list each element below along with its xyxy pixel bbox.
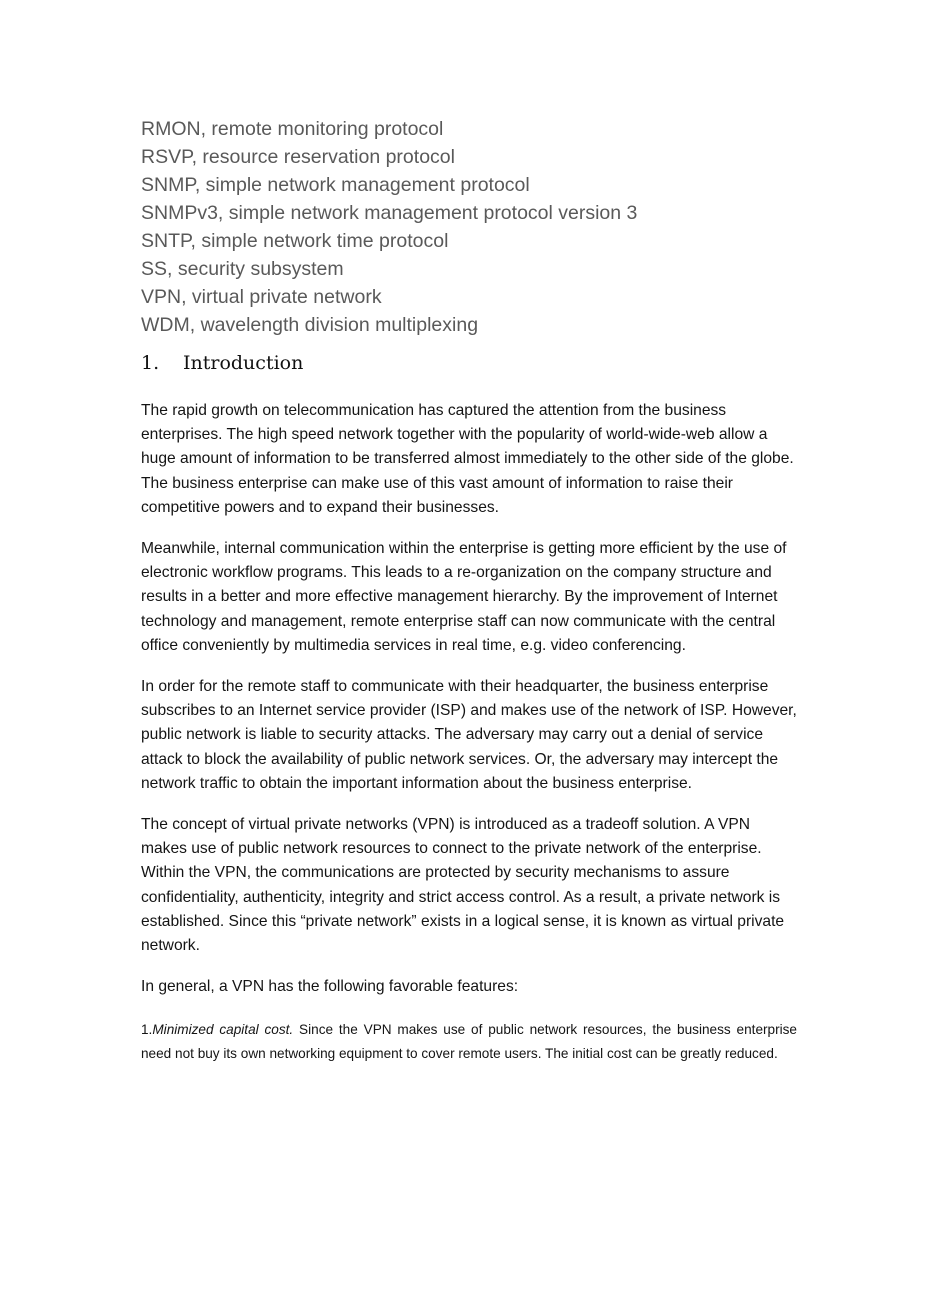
abbreviation-snmp: SNMP, simple network management protocol: [141, 174, 530, 196]
abbreviation-vpn: VPN, virtual private network: [141, 286, 382, 308]
intro-paragraph-5: In general, a VPN has the following favorable features:: [141, 978, 519, 996]
intro-paragraph-1: The rapid growth on telecommunication has captured the attention from the business enterprises. The high speed network together with the popularity of world-wide-web allow a huge amount of information to be transferred almost immediately to the other side of the globe. The business enterprise can make use of this vast amount of information to raise their competitive powers and to expand their businesses.: [141, 402, 794, 516]
section-title: Introduction: [183, 352, 304, 374]
abbreviation-list: [141, 115, 797, 339]
feature-item-1: [141, 1018, 797, 1066]
feature-text: Since the VPN makes use of public network resources, the business enterprise need not buy its own networking equipment to cover remote users. The initial cost can be greatly reduced.: [141, 1022, 797, 1062]
abbreviation-snmpv3: SNMPv3, simple network management protocol version 3: [141, 202, 638, 224]
abbreviation-rmon: RMON, remote monitoring protocol: [141, 118, 444, 140]
section-heading-introduction: [141, 349, 797, 377]
feature-term: Minimized capital cost.: [152, 1022, 294, 1038]
document-page: [141, 115, 797, 1066]
intro-paragraph-4: The concept of virtual private networks (VPN) is introduced as a tradeoff solution. A VPN makes use of public network resources to connect to the private network of the enterprise. Within the VPN, the communications are protected by security mechanisms to assure confidentiality, authenticity, integrity and strict access control. As a result, a private network is established. Since this “private network” exists in a logical sense, it is known as virtual private network.: [141, 816, 785, 955]
feature-number: 1.: [141, 1022, 153, 1038]
intro-paragraph-2: Meanwhile, internal communication within the enterprise is getting more efficient by the use of electronic workflow programs. This leads to a re-organization on the company structure and results in a better and more effective management hierarchy. By the improvement of Internet technology and management, remote enterprise staff can now communicate with the central office conveniently by multimedia services in real time, e.g. video conferencing.: [141, 540, 787, 654]
intro-paragraph-3: In order for the remote staff to communicate with their headquarter, the business enterprise subscribes to an Internet service provider (ISP) and makes use of the network of ISP. However, public network is liable to security attacks. The adversary may carry out a denial of service attack to block the availability of public network services. Or, the adversary may intercept the network traffic to obtain the important information about the business enterprise.: [141, 678, 797, 792]
abbreviation-sntp: SNTP, simple network time protocol: [141, 230, 449, 252]
abbreviation-wdm: WDM, wavelength division multiplexing: [141, 314, 479, 336]
abbreviation-rsvp: RSVP, resource reservation protocol: [141, 146, 455, 168]
abbreviation-ss: SS, security subsystem: [141, 258, 344, 280]
section-number: 1.: [141, 352, 160, 374]
